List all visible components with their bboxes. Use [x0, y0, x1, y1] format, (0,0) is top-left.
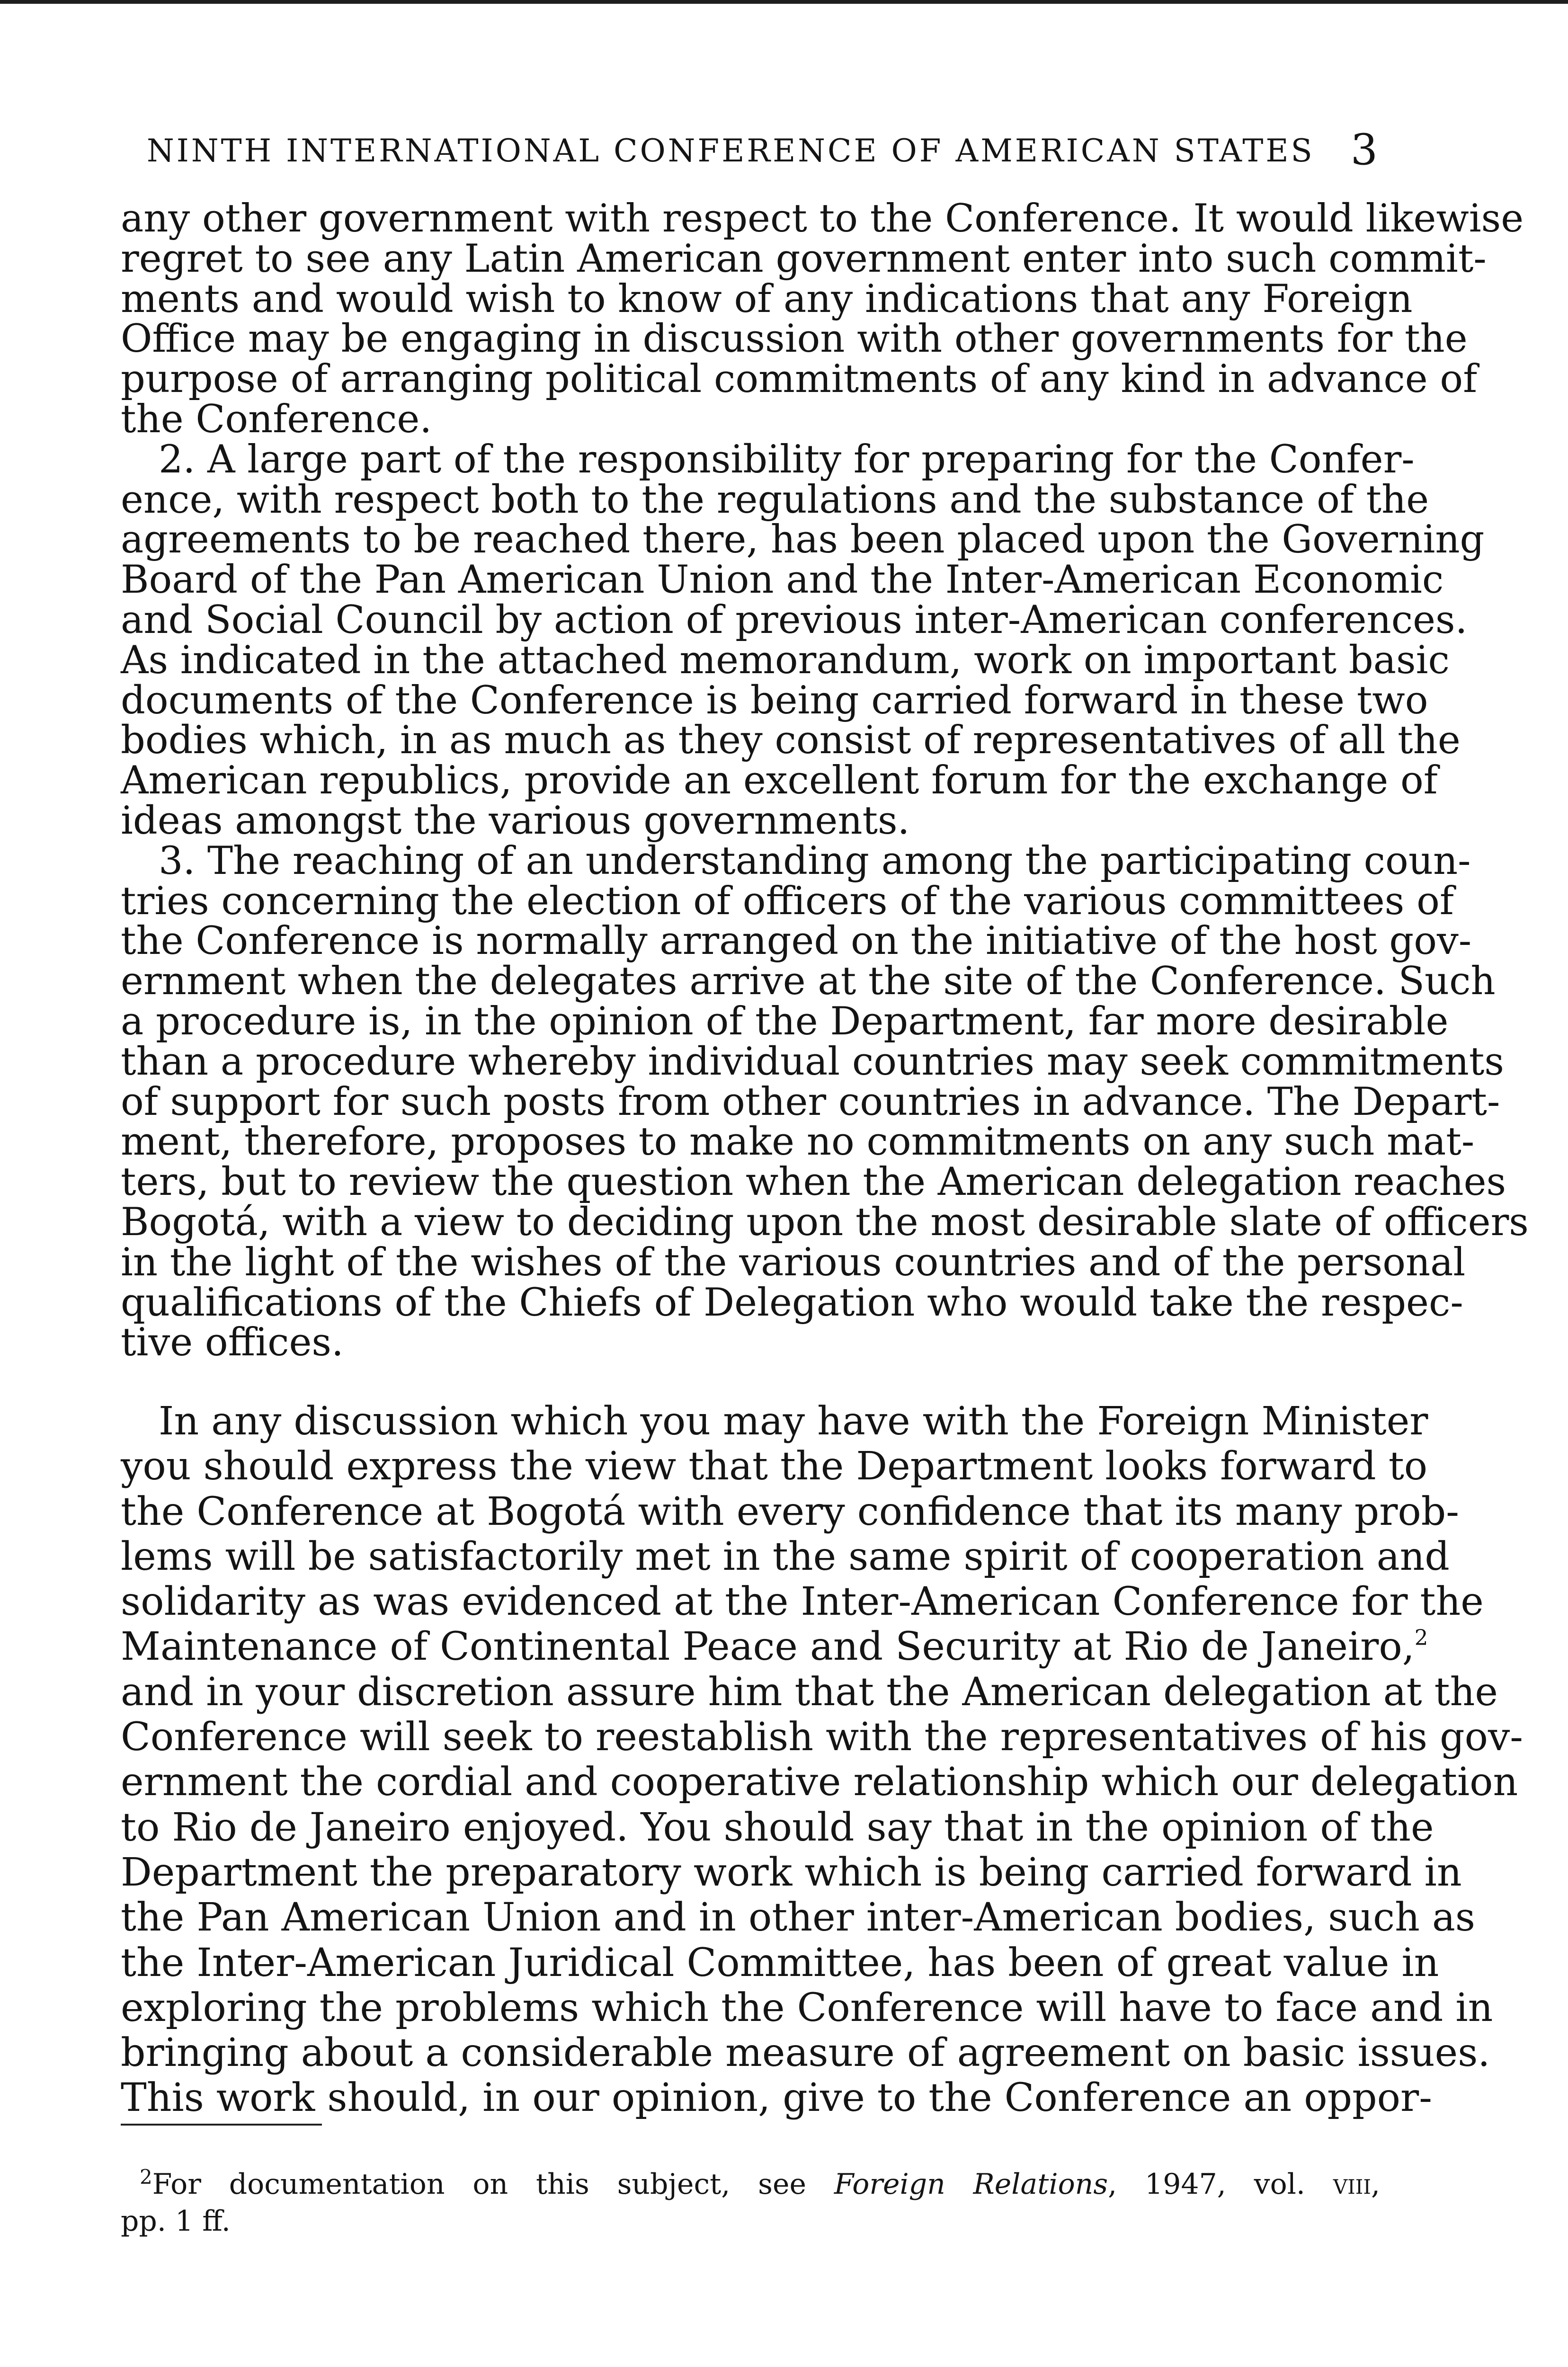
- body-line: lems will be satisfactorily met in the same spirit of cooperation and: [121, 1534, 1450, 1579]
- body-line: Bogotá, with a view to deciding upon the most desirable slate of officers: [121, 1200, 1529, 1245]
- body-line: and in your discretion assure him that the American delegation at the: [121, 1669, 1498, 1715]
- body-line: 2. A large part of the responsibility for preparing for the Confer-: [159, 437, 1415, 482]
- body-line: Board of the Pan American Union and the Inter-American Economic: [121, 558, 1444, 603]
- body-line: Office may be engaging in discussion with other governments for the: [121, 317, 1468, 362]
- body-line: to Rio de Janeiro enjoyed. You should say that in the opinion of the: [121, 1805, 1434, 1850]
- body-line: American republics, provide an excellent forum for the exchange of: [121, 758, 1438, 803]
- footnote-reference: 2: [1414, 1625, 1428, 1650]
- body-line: ters, but to review the question when the American delegation reaches: [121, 1160, 1506, 1205]
- body-line: exploring the problems which the Conference will have to face and in: [121, 1985, 1493, 2030]
- body-line: a procedure is, in the opinion of the Department, far more desirable: [121, 999, 1449, 1044]
- small-print-section: [121, 196, 1529, 1365]
- body-line: ernment the cordial and cooperative relationship which our delegation: [121, 1760, 1518, 1805]
- footnote-text: For documentation on this subject, see: [152, 2168, 834, 2201]
- page-number: 3: [1350, 125, 1378, 175]
- body-line-with-note: [121, 1624, 1428, 1670]
- body-line: In any discussion which you may have with the Foreign Minister: [159, 1399, 1428, 1444]
- body-line: the Conference.: [121, 397, 432, 442]
- body-line: ernment when the delegates arrive at the site of the Conference. Such: [121, 959, 1496, 1004]
- body-line: purpose of arranging political commitments of any kind in advance of: [121, 357, 1478, 402]
- body-line: the Pan American Union and in other inter-American bodies, such as: [121, 1895, 1475, 1940]
- body-line: ence, with respect both to the regulations and the substance of the: [121, 477, 1429, 522]
- body-line: the Conference at Bogotá with every confidence that its many prob-: [121, 1489, 1459, 1534]
- body-line: bringing about a considerable measure of agreement on basic issues.: [121, 2030, 1490, 2076]
- body-line: This work should, in our opinion, give to the Conference an oppor-: [121, 2075, 1432, 2121]
- footnote-text: , 1947, vol.: [1108, 2168, 1333, 2201]
- body-line: regret to see any Latin American government enter into such commit-: [121, 236, 1487, 281]
- body-line-text: Maintenance of Continental Peace and Security at Rio de Janeiro,: [121, 1624, 1415, 1670]
- footnote-title: Foreign Relations: [834, 2168, 1108, 2201]
- footnote: [121, 2159, 1380, 2240]
- body-line: than a procedure whereby individual countries may seek commitments: [121, 1039, 1504, 1084]
- body-line: ideas amongst the various governments.: [121, 798, 910, 843]
- body-line: the Conference is normally arranged on the initiative of the host gov-: [121, 919, 1472, 964]
- body-line: you should express the view that the Department looks forward to: [121, 1444, 1428, 1489]
- body-line: tries concerning the election of officers of the various committees of: [121, 879, 1454, 924]
- body-line: agreements to be reached there, has been placed upon the Governing: [121, 517, 1485, 562]
- body-line: As indicated in the attached memorandum, work on important basic: [121, 638, 1450, 683]
- footnote-marker: 2: [140, 2165, 152, 2189]
- body-line: bodies which, in as much as they consist of representatives of all the: [121, 718, 1461, 763]
- body-line: ments and would wish to know of any indications that any Foreign: [121, 276, 1413, 321]
- body-line: of support for such posts from other countries in advance. The Depart-: [121, 1079, 1500, 1124]
- footnote-rule: [121, 2124, 322, 2126]
- running-title: NINTH INTERNATIONAL CONFERENCE OF AMERICAN STATES: [147, 133, 1315, 169]
- body-line: Conference will seek to reestablish with the representatives of his gov-: [121, 1715, 1523, 1760]
- body-line: ment, therefore, proposes to make no commitments on any such mat-: [121, 1120, 1475, 1165]
- body-line: any other government with respect to the Conference. It would likewise: [121, 196, 1524, 241]
- footnote-line: pp. 1 ff.: [121, 2205, 231, 2238]
- body-line: in the light of the wishes of the various countries and of the personal: [121, 1240, 1466, 1285]
- footnote-volume: viii: [1333, 2168, 1371, 2201]
- body-line: the Inter-American Juridical Committee, has been of great value in: [121, 1940, 1439, 1985]
- footnote-text: ,: [1371, 2168, 1381, 2201]
- body-line: qualifications of the Chiefs of Delegation who would take the respec-: [121, 1280, 1463, 1325]
- body-line: tive offices.: [121, 1320, 344, 1365]
- body-line: Department the preparatory work which is being carried forward in: [121, 1850, 1462, 1895]
- body-line: 3. The reaching of an understanding among the participating coun-: [159, 838, 1471, 883]
- footnote-line: [121, 2159, 1380, 2203]
- body-line: and Social Council by action of previous inter-American conferences.: [121, 597, 1468, 642]
- body-line: solidarity as was evidenced at the Inter-American Conference for the: [121, 1579, 1484, 1625]
- body-line: documents of the Conference is being carried forward in these two: [121, 678, 1428, 723]
- running-head: [118, 125, 1378, 180]
- page-top-edge: [0, 0, 1568, 4]
- main-paragraph: [121, 1399, 1523, 2121]
